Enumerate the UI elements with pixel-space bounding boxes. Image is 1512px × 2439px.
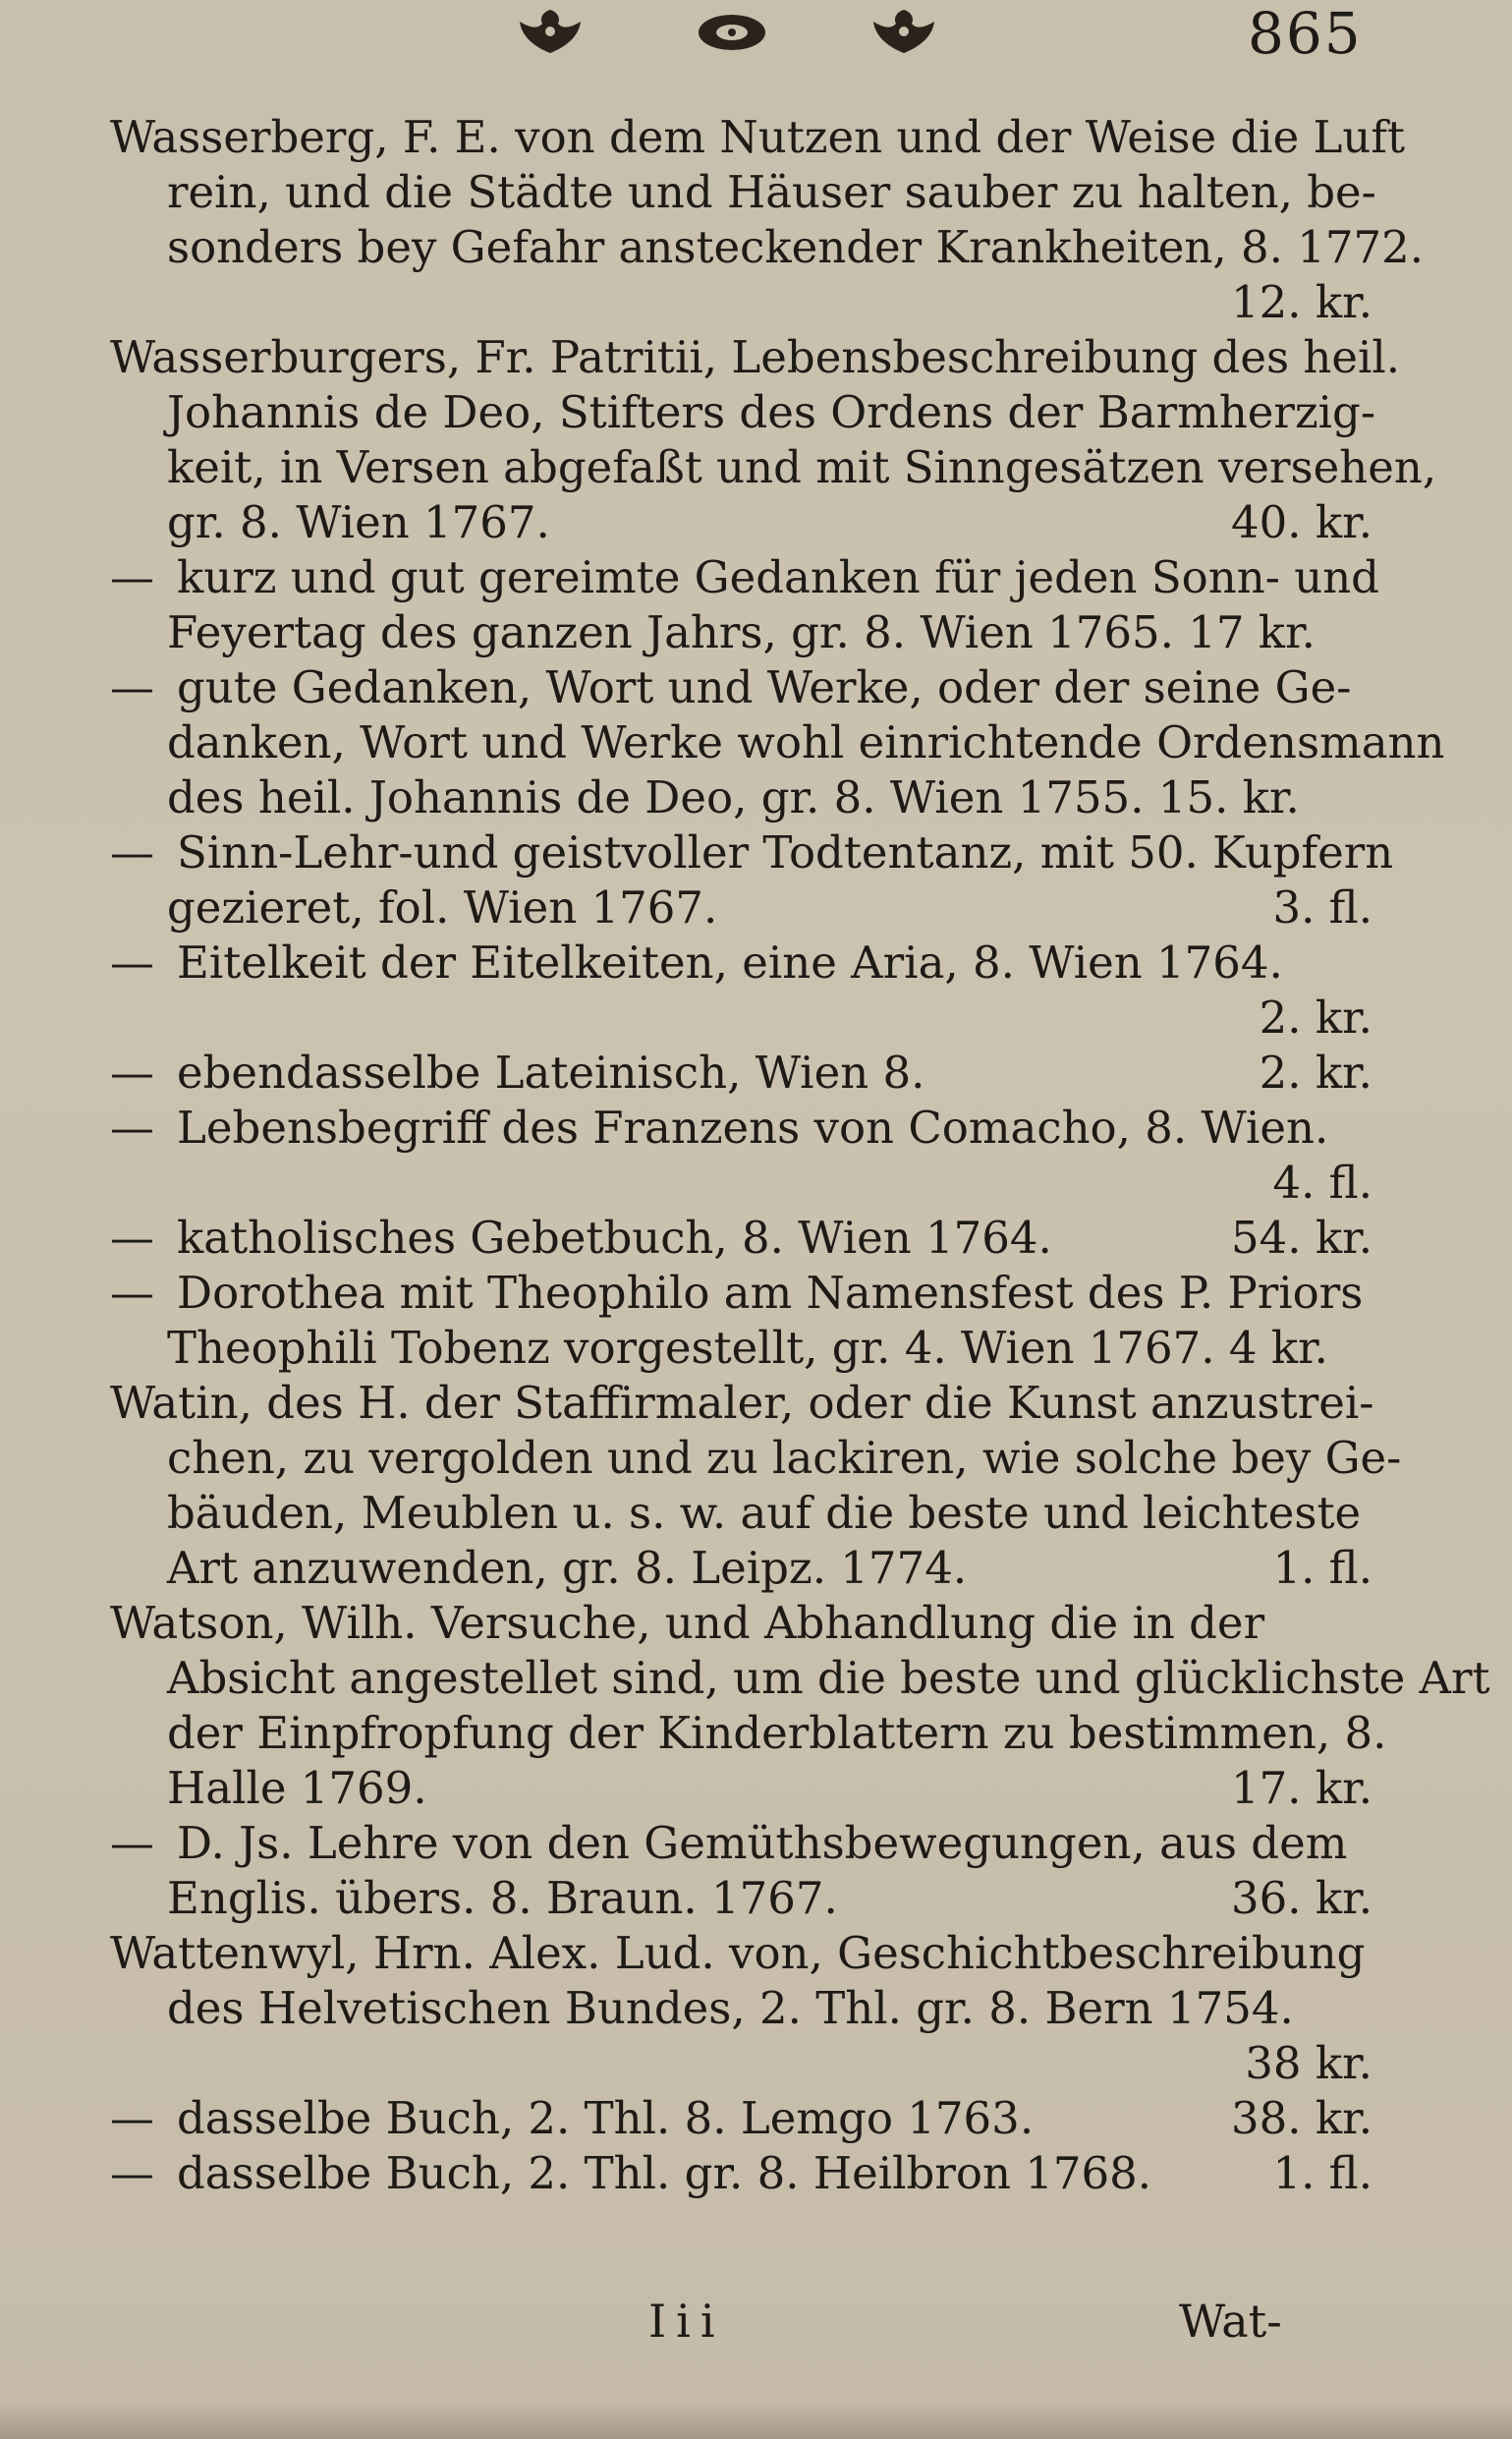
price: 36. kr. [1230,1872,1372,1924]
line-text: Art anzuwenden, gr. 8. Leipz. 1774. [167,1542,968,1594]
text-line [110,330,1401,385]
fleuron-ornament-icon [516,8,585,59]
catalog-entries [110,110,1490,2201]
text-line [110,1156,1372,1211]
line-text: bäuden, Meublen u. s. w. auf die beste und leichteste [167,1487,1362,1539]
text-line [110,2146,1372,2201]
text-line [110,1541,1372,1596]
line-text: kurz und gut gereimte Gedanken für jeden Sonn- und [177,551,1379,603]
text-line [110,1871,1372,1926]
price: 38 kr. [1245,2037,1372,2089]
text-line [110,2036,1372,2091]
rosette-ornament-icon [693,8,771,57]
text-line [110,1321,1372,1376]
text-line [110,1486,1372,1541]
text-line [110,440,1437,495]
ditto-dash: — [110,2147,154,2199]
text-line [110,991,1372,1046]
text-line [110,1101,1372,1156]
ditto-dash: — [110,2092,154,2144]
price: 1. fl. [1272,2147,1372,2199]
line-text: Dorothea mit Theophilo am Namensfest des P. Priors [177,1267,1364,1319]
ditto-dash: — [110,936,154,989]
ditto-dash: — [110,551,154,603]
line-text: D. Js. Lehre von den Gemüthsbewegungen, aus dem [177,1817,1348,1869]
ditto-dash: — [110,1817,154,1869]
text-line [110,220,1425,275]
line-text: dasselbe Buch, 2. Thl. gr. 8. Heilbron 1768. [177,2147,1152,2199]
catchword: Wat- [1179,2295,1282,2348]
line-text: Sinn-Lehr-und geistvoller Todtentanz, mit 50. Kupfern [177,826,1394,879]
price: 12. kr. [1230,276,1372,328]
text-line [110,2091,1372,2146]
line-text: des heil. Johannis de Deo, gr. 8. Wien 1755. 15. kr. [167,771,1300,823]
text-line [110,605,1372,660]
price: 4. fl. [1272,1157,1372,1209]
ditto-dash: — [110,661,154,713]
text-line [110,1596,1372,1651]
text-line [110,1706,1387,1761]
price: 2. kr. [1259,992,1372,1044]
line-text: Watson, Wilh. Versuche, und Abhandlung die in der [110,1597,1265,1649]
line-text: der Einpfropfung der Kinderblattern zu bestimmen, 8. [167,1707,1387,1759]
line-text: Englis. übers. 8. Braun. 1767. [167,1872,838,1924]
ditto-dash: — [110,1212,154,1264]
price: 1. fl. [1272,1542,1372,1594]
text-line [110,770,1372,825]
line-text: danken, Wort und Werke wohl einrichtende Ordensmann [167,716,1445,768]
ditto-dash: — [110,1102,154,1154]
line-text: Theophili Tobenz vorgestellt, gr. 4. Wien 1767. 4 kr. [167,1322,1328,1374]
signature-mark: Iii [648,2295,725,2348]
ditto-dash: — [110,1267,154,1319]
line-text: Lebensbegriff des Franzens von Comacho, 8. Wien. [177,1102,1329,1154]
price: 38. kr. [1230,2092,1372,2144]
text-line [110,550,1379,605]
text-line [110,110,1406,165]
text-line [110,495,1372,550]
ditto-dash: — [110,826,154,879]
line-text: gr. 8. Wien 1767. [167,496,550,548]
line-text: gute Gedanken, Wort und Werke, oder der seine Ge- [177,661,1352,713]
fleuron-ornament-icon [869,8,938,59]
text-line [110,1981,1372,2036]
line-text: Wattenwyl, Hrn. Alex. Lud. von, Geschichtbeschreibung [110,1927,1366,1979]
text-line [110,1651,1490,1706]
line-text: ebendasselbe Lateinisch, Wien 8. [177,1047,925,1099]
line-text: Eitelkeit der Eitelkeiten, eine Aria, 8. Wien 1764. [177,936,1283,989]
line-text: gezieret, fol. Wien 1767. [167,881,718,934]
text-line [110,936,1372,991]
line-text: katholisches Gebetbuch, 8. Wien 1764. [177,1212,1052,1264]
text-line [110,1266,1372,1321]
page-footer [0,2295,1512,2373]
text-line [110,1376,1372,1431]
line-text: Johannis de Deo, Stifters des Ordens der Barmherzig- [167,386,1376,438]
text-line [110,1926,1372,1981]
text-line [110,660,1372,715]
text-line [110,1761,1372,1816]
line-text: Watin, des H. der Staffirmaler, oder die Kunst anzustrei- [110,1377,1374,1429]
price: 17. kr. [1230,1762,1372,1814]
text-line [110,275,1372,330]
line-text: chen, zu vergolden und zu lackiren, wie solche bey Ge- [167,1432,1402,1484]
text-line [110,1046,1372,1101]
line-text: Absicht angestellet sind, um die beste und glücklichste Art [167,1652,1490,1704]
page-number: 865 [1248,0,1363,67]
ditto-dash: — [110,1047,154,1099]
text-line [110,825,1394,880]
line-text: des Helvetischen Bundes, 2. Thl. gr. 8. Bern 1754. [167,1982,1294,2034]
price: 54. kr. [1230,1212,1372,1264]
line-text: sonders bey Gefahr ansteckender Krankheiten, 8. 1772. [167,221,1425,273]
line-text: rein, und die Städte und Häuser sauber zu halten, be- [167,166,1376,218]
text-line [110,385,1376,440]
text-line [110,1816,1372,1871]
text-line [110,165,1376,220]
text-line [110,880,1372,936]
line-text: dasselbe Buch, 2. Thl. 8. Lemgo 1763. [177,2092,1035,2144]
page-header [0,0,1512,79]
price: 40. kr. [1230,496,1372,548]
line-text: keit, in Versen abgefaßt und mit Sinngesätzen versehen, [167,441,1437,493]
price: 2. kr. [1259,1047,1372,1099]
line-text: Feyertag des ganzen Jahrs, gr. 8. Wien 1765. 17 kr. [167,606,1316,658]
text-line [110,715,1445,770]
price: 3. fl. [1272,881,1372,934]
line-text: Halle 1769. [167,1762,427,1814]
line-text: Wasserburgers, Fr. Patritii, Lebensbeschreibung des heil. [110,331,1401,383]
line-text: Wasserberg, F. E. von dem Nutzen und der Weise die Luft [110,111,1406,163]
text-line [110,1431,1402,1486]
text-line [110,1211,1372,1266]
